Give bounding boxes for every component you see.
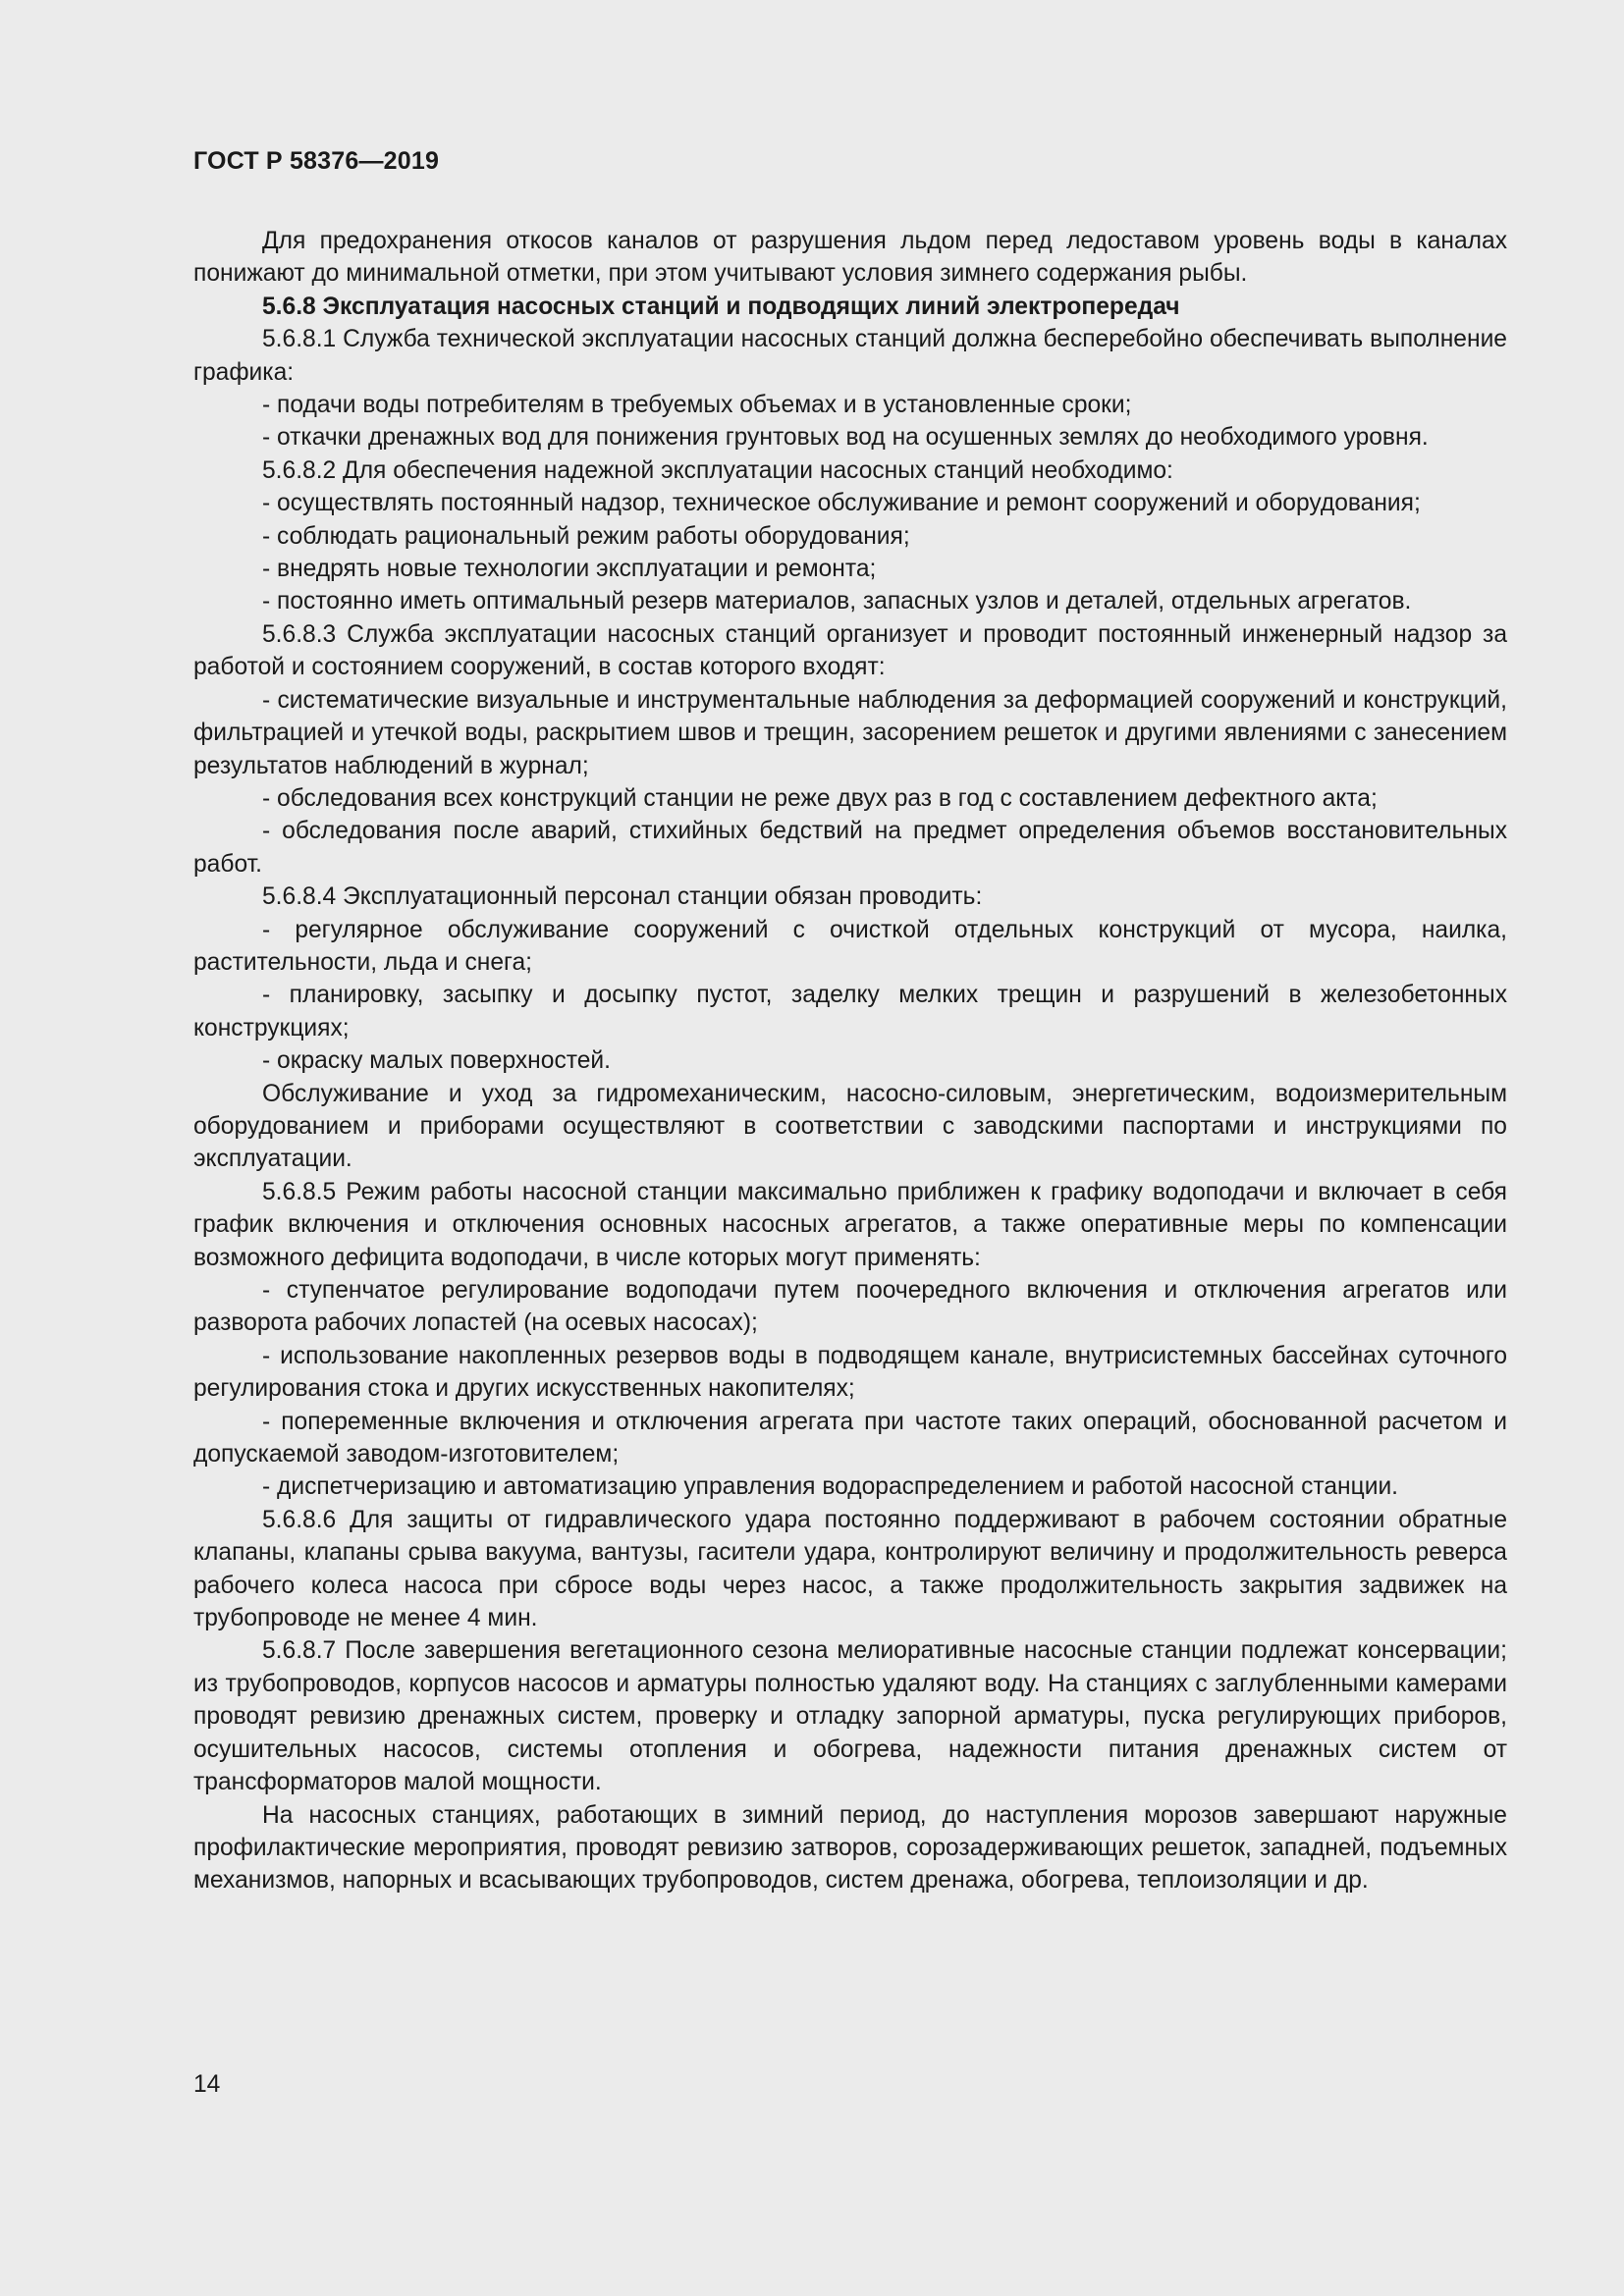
- paragraph: - откачки дренажных вод для понижения грунтовых вод на осушенных землях до необходимого уровня.: [262, 424, 1429, 452]
- paragraph: 5.6.8.1 Служба технической эксплуатации насосных станций должна бесперебойно обеспечивать выполнение графика:: [193, 326, 1507, 386]
- page-number: 14: [193, 2071, 221, 2098]
- paragraph: На насосных станциях, работающих в зимний период, до наступления морозов завершают наружные профилактические мероприятия, проводят ревизию затворов, сорозадерживающих решеток, западней, подъемных механизмов, напорных и всасывающих трубопроводов, систем дренажа, обогрева, теплоизоляции и др.: [193, 1801, 1507, 1895]
- paragraph: 5.6.8.5 Режим работы насосной станции максимально приближен к графику водоподачи и включает в себя график включения и отключения основных насосных агрегатов, а также оперативные меры по компенсации возможного дефицита водоподачи, в числе которых могут применять:: [193, 1178, 1507, 1271]
- document-body: [193, 225, 1507, 1897]
- paragraph: - окраску малых поверхностей.: [262, 1047, 611, 1075]
- paragraph: 5.6.8.6 Для защиты от гидравлического удара постоянно поддерживают в рабочем состоянии обратные клапаны, клапаны срыва вакуума, вантузы, гасители удара, контролируют величину и продолжительность реверса рабочего колеса насоса при сбросе воды через насос, а также продолжительность закрытия задвижек на трубопроводе не менее 4 мин.: [193, 1506, 1507, 1632]
- paragraph: - диспетчеризацию и автоматизацию управления водораспределением и работой насосной станции.: [262, 1473, 1399, 1501]
- paragraph: - соблюдать рациональный режим работы оборудования;: [262, 522, 910, 550]
- paragraph: Для предохранения откосов каналов от разрушения льдом перед ледоставом уровень воды в каналах понижают до минимальной отметки, при этом учитывают условия зимнего содержания рыбы.: [193, 228, 1507, 288]
- paragraph: - попеременные включения и отключения агрегата при частоте таких операций, обоснованной расчетом и допускаемой заводом-изготовителем;: [193, 1408, 1507, 1468]
- paragraph: Обслуживание и уход за гидромеханическим, насосно-силовым, энергетическим, водоизмерительным оборудованием и приборами осуществляют в соответствии с заводскими паспортами и инструкциями по эксплуатации.: [193, 1080, 1507, 1173]
- paragraph: - обследования всех конструкций станции не реже двух раз в год с составлением дефектного акта;: [262, 784, 1378, 812]
- paragraph: - использование накопленных резервов воды в подводящем канале, внутрисистемных бассейнах суточного регулирования стока и других искусственных накопителях;: [193, 1342, 1507, 1403]
- paragraph: 5.6.8.7 После завершения вегетационного сезона мелиоративные насосные станции подлежат консервации; из трубопроводов, корпусов насосов и арматуры полностью удаляют воду. На станциях с заглубленными камерами проводят ревизию дренажных систем, проверку и отладку запорной арматуры, пуска регулирующих приборов, осушительных насосов, системы отопления и обогрева, надежности питания дренажных систем от трансформаторов малой мощности.: [193, 1637, 1507, 1796]
- paragraph: - осуществлять постоянный надзор, техническое обслуживание и ремонт сооружений и оборудования;: [262, 490, 1421, 517]
- paragraph: - ступенчатое регулирование водоподачи путем поочередного включения и отключения агрегатов или разворота рабочих лопастей (на осевых насосах);: [193, 1277, 1507, 1337]
- paragraph: 5.6.8.4 Эксплуатационный персонал станции обязан проводить:: [262, 883, 983, 911]
- paragraph: 5.6.8.3 Служба эксплуатации насосных станций организует и проводит постоянный инженерный надзор за работой и состоянием сооружений, в состав которого входят:: [193, 620, 1507, 681]
- paragraph: - планировку, засыпку и досыпку пустот, заделку мелких трещин и разрушений в железобетонных конструкциях;: [193, 982, 1507, 1041]
- paragraph: - регулярное обслуживание сооружений с очисткой отдельных конструкций от мусора, наилка, растительности, льда и снега;: [193, 916, 1507, 976]
- paragraph: - внедрять новые технологии эксплуатации и ремонта;: [262, 556, 877, 583]
- paragraph: 5.6.8.2 Для обеспечения надежной эксплуатации насосных станций необходимо:: [262, 456, 1173, 484]
- section-heading: 5.6.8 Эксплуатация насосных станций и подводящих линий электропередач: [262, 293, 1180, 320]
- paragraph: - постоянно иметь оптимальный резерв материалов, запасных узлов и деталей, отдельных агрегатов.: [262, 588, 1412, 615]
- document-header: ГОСТ Р 58376—2019: [193, 147, 440, 175]
- paragraph: - подачи воды потребителям в требуемых объемах и в установленные сроки;: [262, 392, 1132, 419]
- paragraph: - систематические визуальные и инструментальные наблюдения за деформацией сооружений и конструкций, фильтрацией и утечкой воды, раскрытием швов и трещин, засорением решеток и другими явлениями с занесением результатов наблюдений в журнал;: [193, 686, 1507, 779]
- paragraph: - обследования после аварий, стихийных бедствий на предмет определения объемов восстановительных работ.: [193, 818, 1507, 878]
